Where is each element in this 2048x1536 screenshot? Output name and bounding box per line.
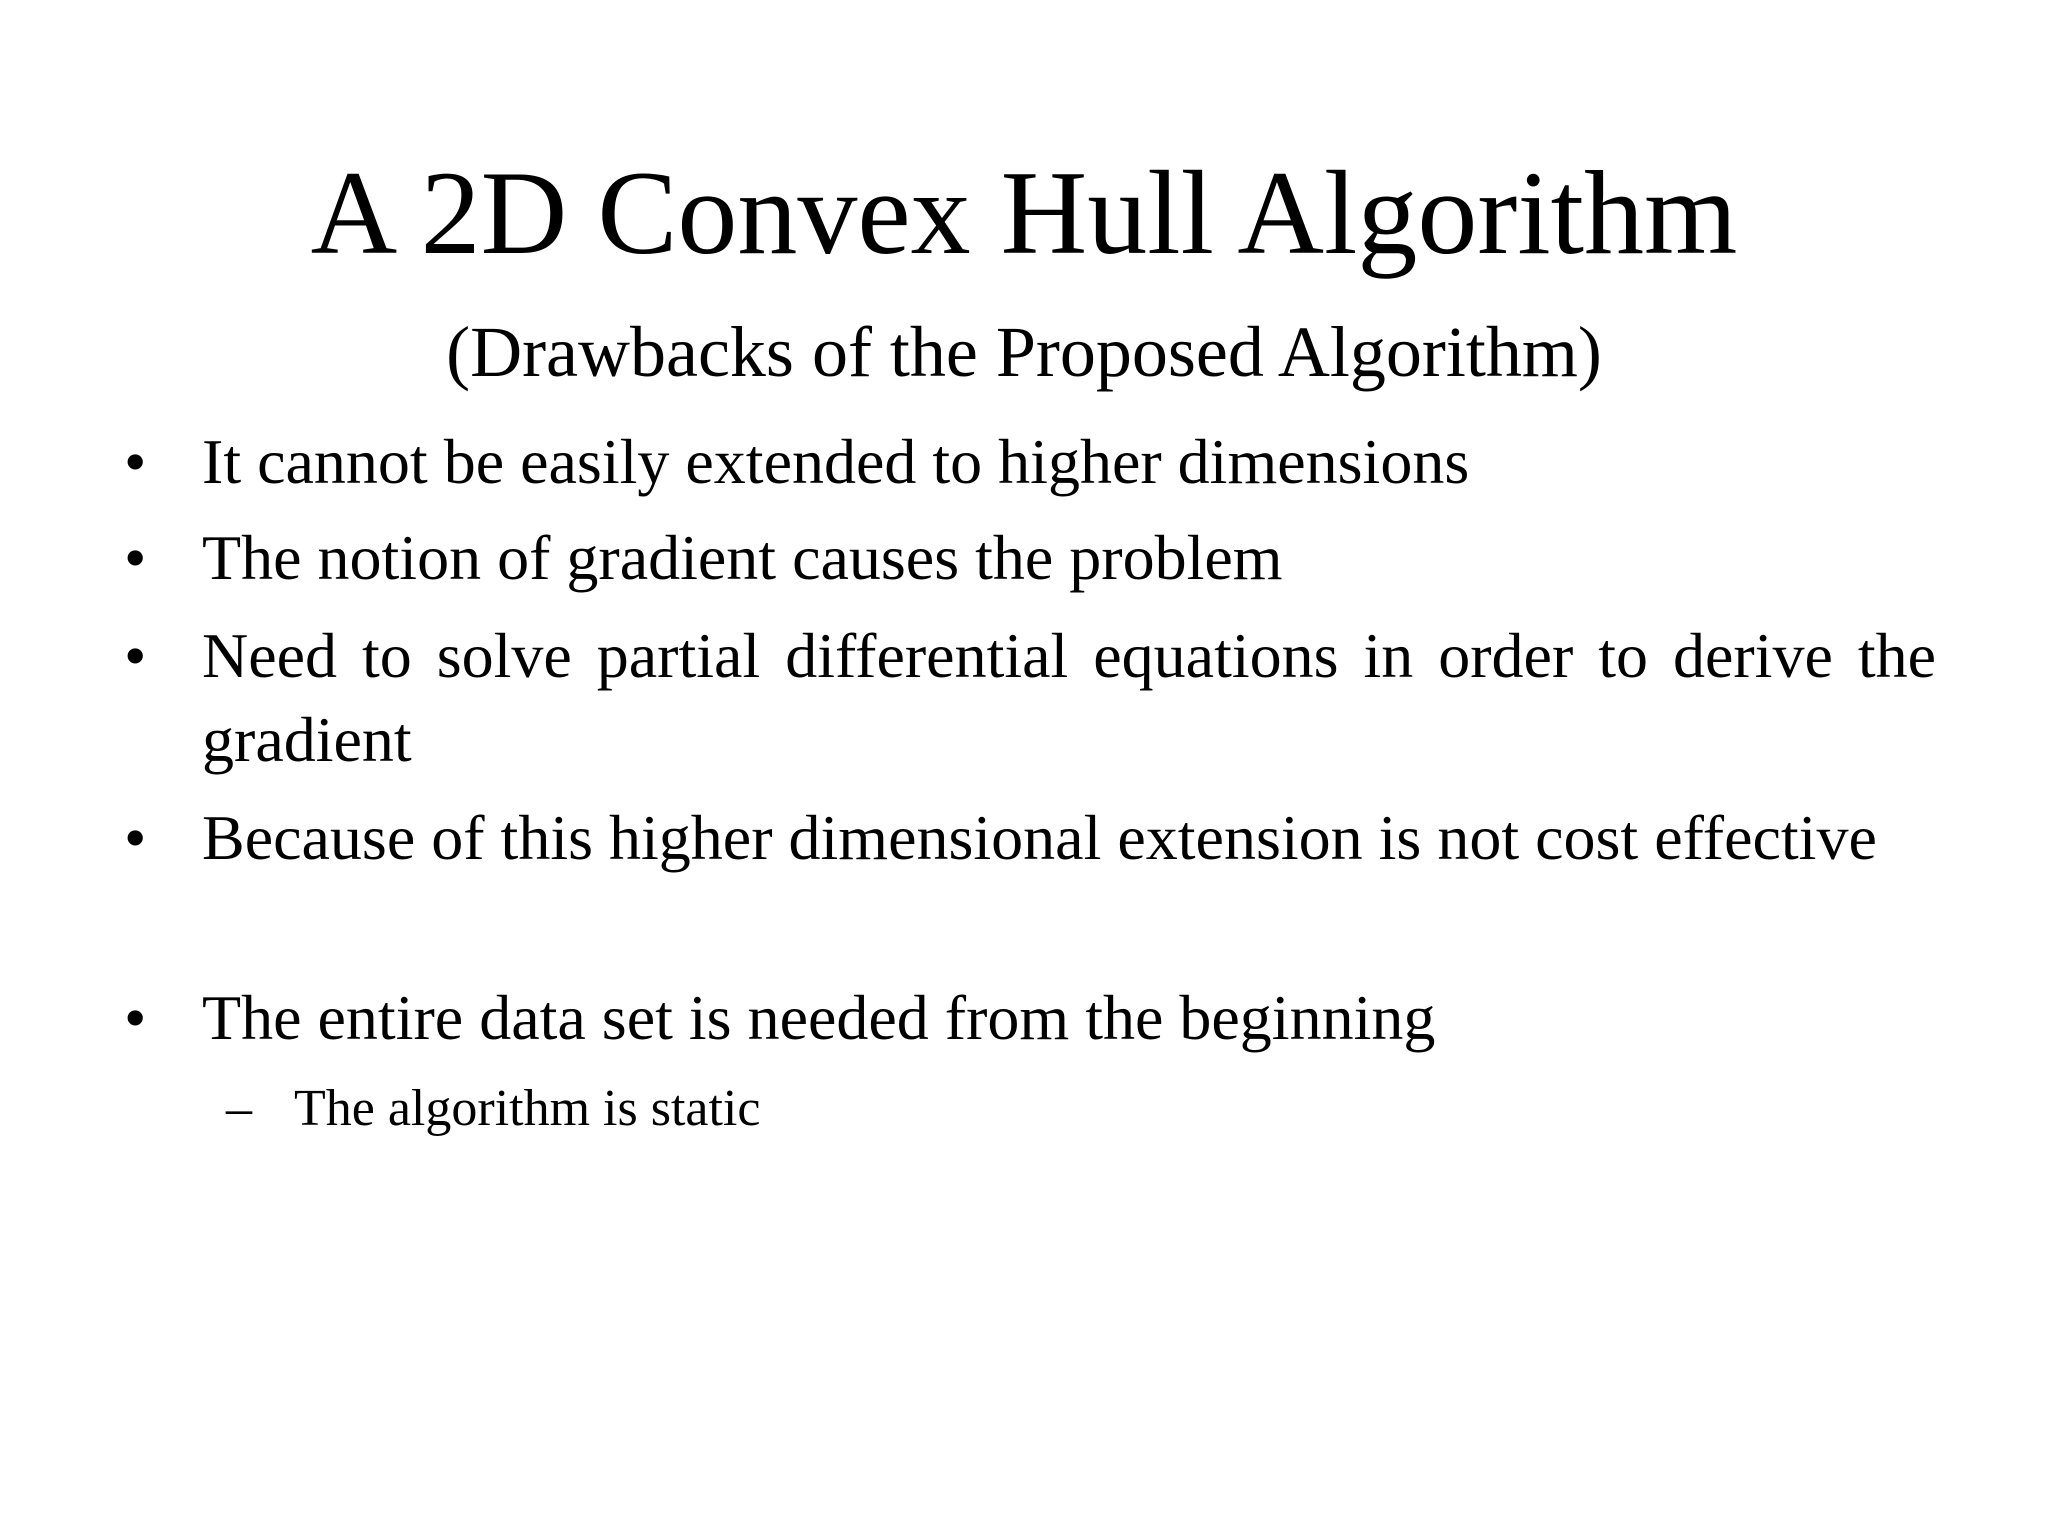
bullet-marker: • — [124, 802, 147, 873]
sub-bullet-marker: – — [226, 1080, 252, 1137]
bullet-text: Need to solve partial differential equations in order to derive the gradient — [202, 620, 1936, 775]
bullet-marker: • — [124, 982, 147, 1053]
slide-subtitle: (Drawbacks of the Proposed Algorithm) — [446, 312, 1602, 392]
bullet-text: The notion of gradient causes the problem — [202, 522, 1283, 593]
bullet-marker: • — [124, 426, 147, 497]
slide-title: A 2D Convex Hull Algorithm — [310, 146, 1738, 279]
bullet-marker: • — [124, 620, 147, 691]
bullet-marker: • — [124, 522, 147, 593]
bullet-text: The entire data set is needed from the beginning — [202, 982, 1436, 1053]
sub-bullet-text: The algorithm is static — [294, 1080, 761, 1137]
bullet-text: Because of this higher dimensional extension is not cost effective — [202, 802, 1877, 873]
bullet-text: It cannot be easily extended to higher dimensions — [202, 426, 1470, 497]
